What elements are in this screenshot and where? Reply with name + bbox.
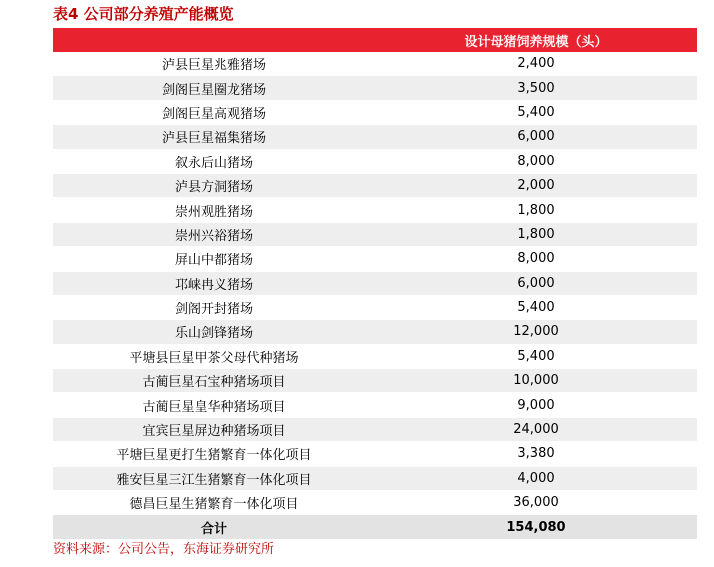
table-row xyxy=(53,125,697,149)
sow-capacity: 6,000 xyxy=(517,129,555,145)
sow-capacity: 2,400 xyxy=(517,56,555,72)
table-row xyxy=(53,174,697,198)
table-title: 表4 公司部分养殖产能概览 xyxy=(53,5,234,23)
farm-name: 崇州观胜猪场 xyxy=(174,204,253,220)
sow-capacity: 8,000 xyxy=(517,153,555,169)
source-note: 资料来源：公司公告，东海证券研究所 xyxy=(53,542,275,557)
table-row xyxy=(53,369,697,393)
table-header xyxy=(53,28,697,52)
sow-capacity: 3,380 xyxy=(517,446,555,462)
sow-capacity: 1,800 xyxy=(517,202,555,218)
sow-capacity: 8,000 xyxy=(517,251,555,267)
table-row xyxy=(53,101,697,125)
table-row xyxy=(53,393,697,417)
farm-name: 乐山剑锋猪场 xyxy=(174,326,253,342)
total-value: 154,080 xyxy=(506,519,566,535)
table-row xyxy=(53,76,697,100)
farm-name: 泸县方洞猪场 xyxy=(174,180,253,196)
table-row xyxy=(53,418,697,442)
farm-name: 泸县巨星兆雅猪场 xyxy=(161,58,266,74)
table-row xyxy=(53,198,697,222)
sow-capacity: 10,000 xyxy=(513,373,559,389)
farm-name: 宜宾巨星屏边种猪场项目 xyxy=(142,424,286,440)
total-label: 合计 xyxy=(200,521,227,537)
farm-name: 屏山中都猪场 xyxy=(174,253,253,269)
farm-name: 剑阁巨星圈龙猪场 xyxy=(161,82,266,98)
farm-name: 剑阁开封猪场 xyxy=(174,302,253,318)
sow-capacity: 1,800 xyxy=(517,226,555,242)
sow-capacity: 5,400 xyxy=(517,104,555,120)
sow-capacity: 5,400 xyxy=(517,300,555,316)
sow-capacity: 6,000 xyxy=(517,275,555,291)
farm-name: 古蔺巨星皇华种猪场项目 xyxy=(142,399,286,415)
farm-name: 泸县巨星福集猪场 xyxy=(161,131,266,147)
farm-name: 崇州兴裕猪场 xyxy=(174,228,253,244)
farm-name: 剑阁巨星高观猪场 xyxy=(161,106,266,122)
sow-capacity: 24,000 xyxy=(513,422,559,438)
sow-capacity: 12,000 xyxy=(513,324,559,340)
table-row xyxy=(53,491,697,515)
sow-capacity: 36,000 xyxy=(513,495,559,511)
farm-name: 叙永后山猪场 xyxy=(174,155,253,171)
farm-name: 平塘县巨星甲茶父母代种猪场 xyxy=(129,350,299,366)
table-row xyxy=(53,296,697,320)
table-row xyxy=(53,272,697,296)
farm-name: 邛崃冉义猪场 xyxy=(174,277,253,293)
header-col-scale: 设计母猪饲养规模（头） xyxy=(464,34,608,50)
sow-capacity: 9,000 xyxy=(517,397,555,413)
farm-name: 德昌巨星生猪繁育一体化项目 xyxy=(129,497,299,513)
sow-capacity: 5,400 xyxy=(517,348,555,364)
table-row xyxy=(53,345,697,369)
table-row xyxy=(53,442,697,466)
sow-capacity: 2,000 xyxy=(517,178,555,194)
table-row xyxy=(53,320,697,344)
table-row xyxy=(53,223,697,247)
total-row xyxy=(53,515,697,539)
capacity-table xyxy=(53,28,697,539)
sow-capacity: 4,000 xyxy=(517,470,555,486)
table-row xyxy=(53,247,697,271)
farm-name: 雅安巨星三江生猪繁育一体化项目 xyxy=(116,472,312,488)
farm-name: 古蔺巨星石宝种猪场项目 xyxy=(142,375,286,391)
table-row xyxy=(53,150,697,174)
farm-name: 平塘巨星更打生猪繁育一体化项目 xyxy=(116,448,312,464)
table-row xyxy=(53,52,697,76)
table-body xyxy=(53,52,697,515)
sow-capacity: 3,500 xyxy=(517,80,555,96)
table-row xyxy=(53,467,697,491)
